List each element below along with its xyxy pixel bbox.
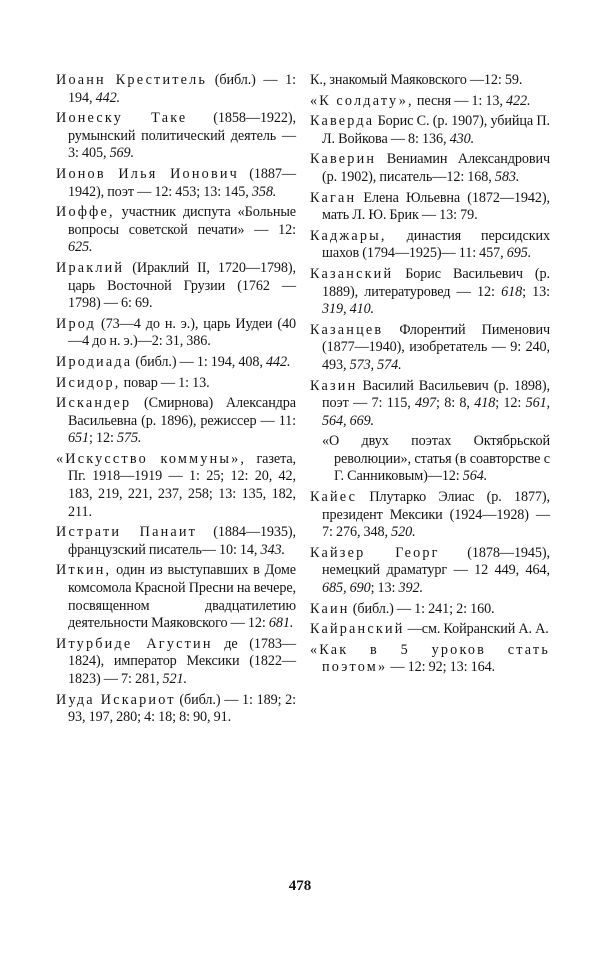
index-entry [56, 562, 296, 632]
entry-headword: Ионов Илья Ионович [56, 165, 239, 182]
index-entry [56, 451, 296, 521]
index-entry [310, 489, 550, 542]
index-entry [56, 354, 296, 372]
index-entry [310, 601, 550, 619]
index-entry [310, 72, 550, 90]
page-ref-italic: 625. [68, 239, 93, 256]
entry-headword: Каган [310, 189, 357, 206]
entry-text: Елена Юльевна (1872—1942), мать Л. Ю. Брик — 13: 79. [322, 189, 550, 224]
page-ref-italic: 618 [501, 283, 523, 300]
entry-headword: Иоанн Креститель [56, 72, 208, 88]
page-ref-italic: 422. [506, 92, 531, 109]
page-ref-italic: 569. [109, 145, 134, 162]
entry-headword: Иоффе, [56, 204, 115, 221]
entry-text: Борис Васильевич (р. 1889), литературовед — 12: [322, 265, 550, 300]
entry-text: участник диспута «Больные вопросы советской печати» — 12: [68, 204, 296, 238]
entry-headword: Ионеску Таке [56, 110, 188, 127]
entry-headword: Иткин, [56, 562, 112, 579]
page-ref-italic: 561, 564, 669. [322, 395, 551, 429]
entry-headword: «Как в 5 уроков стать поэтом» [310, 641, 550, 676]
entry-text: песня — 1: 13, [413, 92, 507, 109]
entry-headword: Каин [310, 600, 350, 617]
index-entry [310, 190, 550, 225]
index-entry [310, 266, 550, 319]
page-ref-italic: 564. [462, 468, 488, 485]
entry-headword: «К солдату», [310, 92, 414, 109]
entry-text: Вениамин Александрович (р. 1902), писатель—12: 168, [322, 151, 550, 185]
entry-text: (1858—1922), румынский политический деятель — 3: 405, [68, 110, 296, 162]
entry-text: де (1783—1824), император Мексики (1822—1823) — 7: 281, [68, 635, 296, 687]
entry-text: Борис С. (р. 1907), убийца П. Л. Войкова — 8: 136, [322, 113, 550, 147]
entry-headword: Ираклий [56, 259, 125, 276]
index-entry [56, 316, 296, 351]
index-entry [310, 113, 550, 148]
entry-headword: Ирод [56, 315, 97, 332]
index-entry [310, 642, 550, 677]
entry-headword: Иродиада [56, 353, 133, 370]
entry-headword: Исидор, [56, 374, 121, 391]
entry-text: ; 8: 8, [436, 395, 475, 412]
entry-text: (Смирнова) Александра Васильевна (р. 1896), режиссер — 11: [68, 395, 296, 429]
entry-headword: Иуда Искариот [56, 691, 176, 708]
entry-text: «О двух поэтах Октябрьской революции», статья (в соавторстве с Г. Санниковым)—12: [322, 433, 550, 485]
entry-text: Плутарко Элиас (р. 1877), президент Мексики (1924—1928) — 7: 276, 348, [322, 489, 550, 541]
entry-text: один из выступавших в Доме комсомола Красной Пресни на вечере, посвященном двадцатилетию деятельности Маяковского — 12: [68, 562, 296, 632]
entry-headword: Истрати Панаит [56, 524, 198, 541]
index-entry [56, 636, 296, 689]
entry-headword: Кайзер Георг [310, 544, 440, 561]
page-ref-italic: 497 [415, 395, 436, 412]
page-ref-italic: 651 [68, 430, 89, 447]
page-ref-italic: 430. [449, 130, 475, 147]
index-entry [310, 621, 550, 639]
index-entry [310, 545, 550, 598]
entry-text: (библ.) — 1: 189; 2: 93, 197, 280; 4: 18; 8: 90, 91. [68, 691, 296, 726]
page-ref-italic: 685, 690 [322, 580, 371, 597]
entry-headword: Кайес [310, 489, 358, 506]
entry-text: (библ.) — 1: 241; 2: 160. [349, 600, 495, 617]
index-entry [56, 692, 296, 727]
index-entry [56, 166, 296, 201]
entry-text: ; 12: [88, 430, 117, 447]
page-ref-italic: 358. [251, 183, 277, 200]
entry-text: ; 12: [495, 395, 526, 412]
index-entry [56, 375, 296, 393]
entry-text: Василий Васильевич (р. 1898), поэт — 7: 115, [322, 377, 550, 412]
entry-text: (1878—1945), немецкий драматург — 12 449, 464, [322, 544, 550, 579]
entry-headword: Каверда [310, 113, 375, 130]
entry-text: (1887—1942), поэт — 12: 453; 13: 145, [68, 165, 296, 200]
index-entry [56, 72, 296, 107]
page-ref-italic: 521. [162, 671, 187, 687]
entry-text: (Ираклий II, 1720—1798), царь Восточной Грузии (1762 — 1798) — 6: 69. [68, 259, 296, 312]
index-entry [310, 93, 550, 111]
entry-text: (73—4 до н. э.), царь Иудеи (40—4 до н. э.)—2: 31, 386. [68, 315, 296, 350]
index-entry [56, 260, 296, 313]
entry-text: династия персидских шахов (1794—1925)— 11: 457, [322, 227, 550, 262]
entry-text: (библ.) — 1: 194, [68, 72, 296, 106]
index-entry [310, 322, 550, 375]
entry-headword: Итурбиде Агустин [56, 635, 213, 652]
entry-headword: Казин [310, 377, 358, 394]
index-entry [310, 228, 550, 263]
index-entry [310, 378, 550, 431]
entry-headword: «Искусство коммуны», [56, 450, 247, 467]
index-entry [56, 395, 296, 448]
entry-text: К., знакомый Маяковского —12: 59. [310, 72, 523, 88]
page-ref-italic: 575. [116, 430, 142, 447]
entry-text: (библ.) — 1: 194, 408, [132, 353, 266, 370]
left-column [56, 72, 296, 730]
page-ref-italic: 695. [506, 245, 532, 262]
page-ref-italic: 573, 574. [349, 356, 402, 373]
page-ref-italic: 418 [474, 395, 496, 412]
right-column [310, 72, 550, 680]
entry-headword: Искандер [56, 395, 132, 412]
page-ref-italic: 392. [398, 580, 423, 597]
page-ref-italic: 319, 410. [322, 301, 375, 318]
index-entry [56, 524, 296, 559]
page-ref-italic: 343. [260, 541, 285, 558]
entry-text: ; 13: [522, 283, 550, 300]
page-ref-italic: 442. [95, 89, 121, 106]
index-entry [56, 204, 296, 257]
index-entry [310, 433, 550, 486]
entry-text: Флорентий Пименович (1877—1940), изобретатель — 9: 240, 493, [322, 321, 550, 373]
entry-headword: Казанский [310, 265, 394, 282]
entry-text: ; 13: [370, 580, 399, 597]
entry-text: газета, Пг. 1918—1919 — 1: 25; 12: 20, 42, 183, 219, 221, 237, 258; 13: 135, 182, 211. [68, 450, 296, 520]
page-ref-italic: 583. [494, 168, 520, 185]
page-number: 478 [288, 878, 312, 894]
index-entry [310, 151, 550, 186]
entry-text: —см. Койранский А. А. [404, 621, 549, 638]
page-ref-italic: 442. [265, 353, 291, 370]
entry-text: — 12: 92; 13: 164. [387, 659, 496, 676]
page-ref-italic: 681. [268, 615, 294, 632]
index-entry [56, 110, 296, 163]
entry-headword: Каджары, [310, 227, 387, 244]
entry-text: (1884—1935), французский писатель— 10: 14, [68, 524, 296, 558]
entry-headword: Каверин [310, 151, 377, 168]
page-ref-italic: 520. [391, 524, 416, 541]
entry-headword: Казанцев [310, 321, 384, 338]
entry-text: повар — 1: 13. [120, 374, 210, 391]
entry-headword: Кайранский [310, 621, 405, 638]
